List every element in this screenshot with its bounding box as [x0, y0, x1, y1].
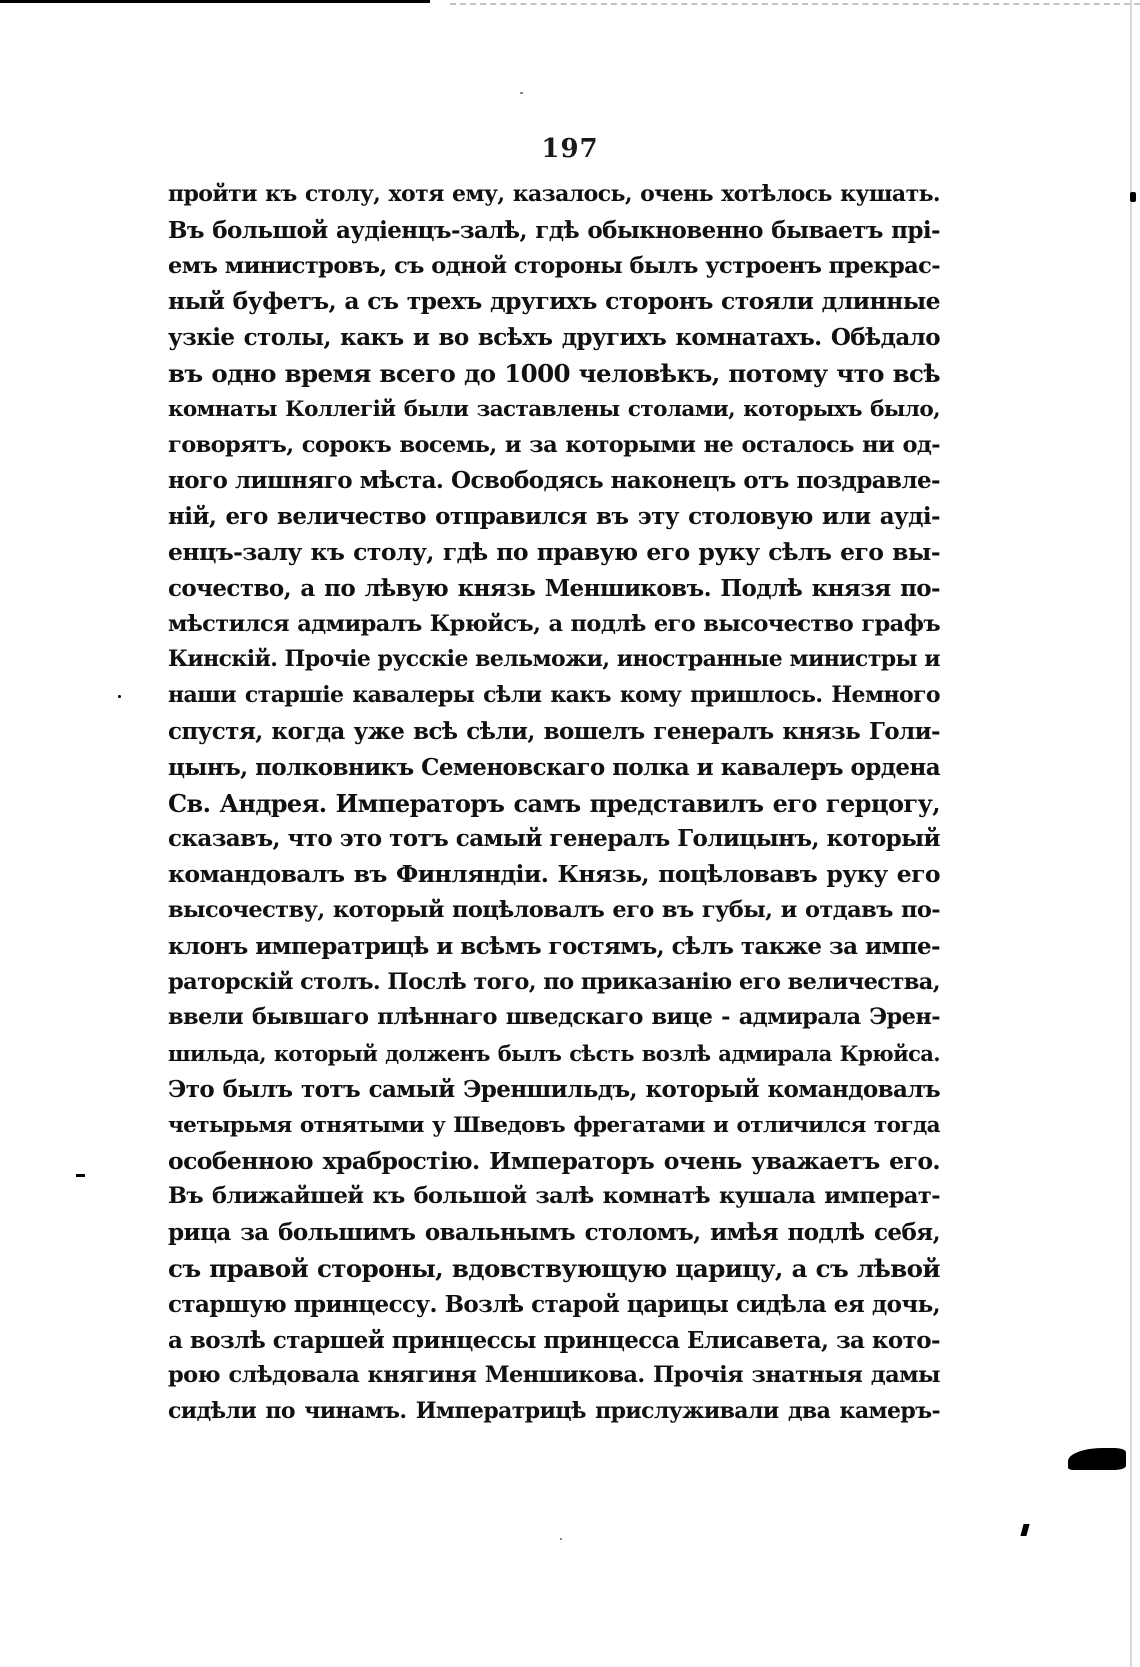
text-line: раторскій столъ. Послѣ того, по приказанію его величества,: [168, 968, 940, 995]
top-border-rule-faint: [450, 3, 1140, 6]
page-number: 197: [541, 134, 599, 164]
text-line: сидѣли по чинамъ. Императрицѣ прислуживали два камеръ-: [168, 1398, 940, 1425]
text-line: цынъ, полковникъ Семеновскаго полка и кавалеръ ордена: [168, 753, 940, 781]
text-line: высочеству, который поцѣловалъ его въ губы, и отдавъ по-: [168, 896, 940, 923]
scan-artifact: [1130, 192, 1136, 202]
text-line: рица за большимъ овальнымъ столомъ, имѣя подлѣ себя,: [168, 1219, 940, 1247]
text-line: сочество, а по лѣвую князь Меншиковъ. Подлѣ князя по-: [168, 574, 940, 602]
scan-artifact: [76, 1174, 85, 1177]
text-line: четырьмя отнятыми у Шведовъ фрегатами и отличился тогда: [168, 1112, 940, 1138]
text-line: узкіе столы, какъ и во всѣхъ другихъ комнатахъ. Обѣдало: [168, 324, 940, 352]
text-line: шильда, который долженъ былъ сѣсть возлѣ адмирала Крюйса.: [168, 1041, 940, 1067]
text-line: Въ ближайшей къ большой залѣ комнатѣ кушала императ-: [168, 1183, 940, 1210]
text-line: говорятъ, сорокъ восемь, и за которыми не осталось ни од-: [168, 431, 940, 458]
text-line: спустя, когда уже всѣ сѣли, вошелъ генералъ князь Голи-: [168, 717, 940, 745]
text-line: рою слѣдовала княгиня Меншикова. Прочія знатныя дамы: [168, 1362, 940, 1389]
scan-artifact: [520, 92, 523, 94]
page-edge: [1130, 0, 1132, 1667]
scan-artifact: [1020, 1524, 1029, 1536]
body-text: [168, 177, 940, 1430]
text-line: пройти къ столу, хотя ему, казалось, очень хотѣлось кушать.: [168, 181, 940, 207]
text-line: емъ министровъ, съ одной стороны былъ устроенъ прекрас-: [168, 252, 940, 279]
text-line: въ одно время всего до 1000 человѣкъ, потому что всѣ: [168, 358, 940, 388]
text-line: ній, его величество отправился въ эту столовую или ауді-: [168, 503, 940, 531]
text-line: а возлѣ старшей принцессы принцесса Елисавета, за кото-: [168, 1326, 940, 1354]
scan-artifact: [560, 1538, 562, 1540]
text-line: клонъ императрицѣ и всѣмъ гостямъ, сѣлъ также за импе-: [168, 932, 940, 960]
text-line: Кинскій. Прочіе русскіе вельможи, иностранные министры и: [168, 646, 940, 673]
text-line: Въ большой аудіенцъ-залѣ, гдѣ обыкновенно бываетъ прі-: [168, 216, 940, 244]
text-line: ного лишняго мѣста. Освободясь наконецъ отъ поздравле-: [168, 467, 940, 495]
text-line: комнаты Коллегій были заставлены столами, которыхъ было,: [168, 396, 940, 422]
text-line: сказавъ, что это тотъ самый генералъ Голицынъ, который: [168, 825, 940, 853]
scan-artifact: [1068, 1448, 1126, 1470]
text-line: мѣстился адмиралъ Крюйсъ, а подлѣ его высочество графъ: [168, 610, 940, 637]
text-line: съ правой стороны, вдовствующую царицу, а съ лѣвой: [168, 1253, 940, 1283]
text-line: ввели бывшаго плѣннаго шведскаго вице - адмирала Эрен-: [168, 1004, 940, 1031]
scan-artifact: [118, 695, 121, 698]
text-line: ный буфетъ, а съ трехъ другихъ сторонъ стояли длинные: [168, 287, 940, 316]
text-line: енцъ-залу къ столу, гдѣ по правую его руку сѣлъ его вы-: [168, 537, 940, 566]
text-line: Св. Андрея. Императоръ самъ представилъ его герцогу,: [168, 788, 940, 818]
text-line: старшую принцессу. Возлѣ старой царицы сидѣла ея дочь,: [168, 1290, 940, 1318]
text-line: Это былъ тотъ самый Эреншильдъ, который командовалъ: [168, 1075, 940, 1103]
text-line: наши старшіе кавалеры сѣли какъ кому пришлось. Немного: [168, 682, 940, 709]
text-line: особенною храбростію. Императоръ очень уважаетъ его.: [168, 1146, 940, 1175]
text-line: командовалъ въ Финляндіи. Князь, поцѣловавъ руку его: [168, 860, 940, 889]
top-border-rule: [0, 0, 430, 3]
